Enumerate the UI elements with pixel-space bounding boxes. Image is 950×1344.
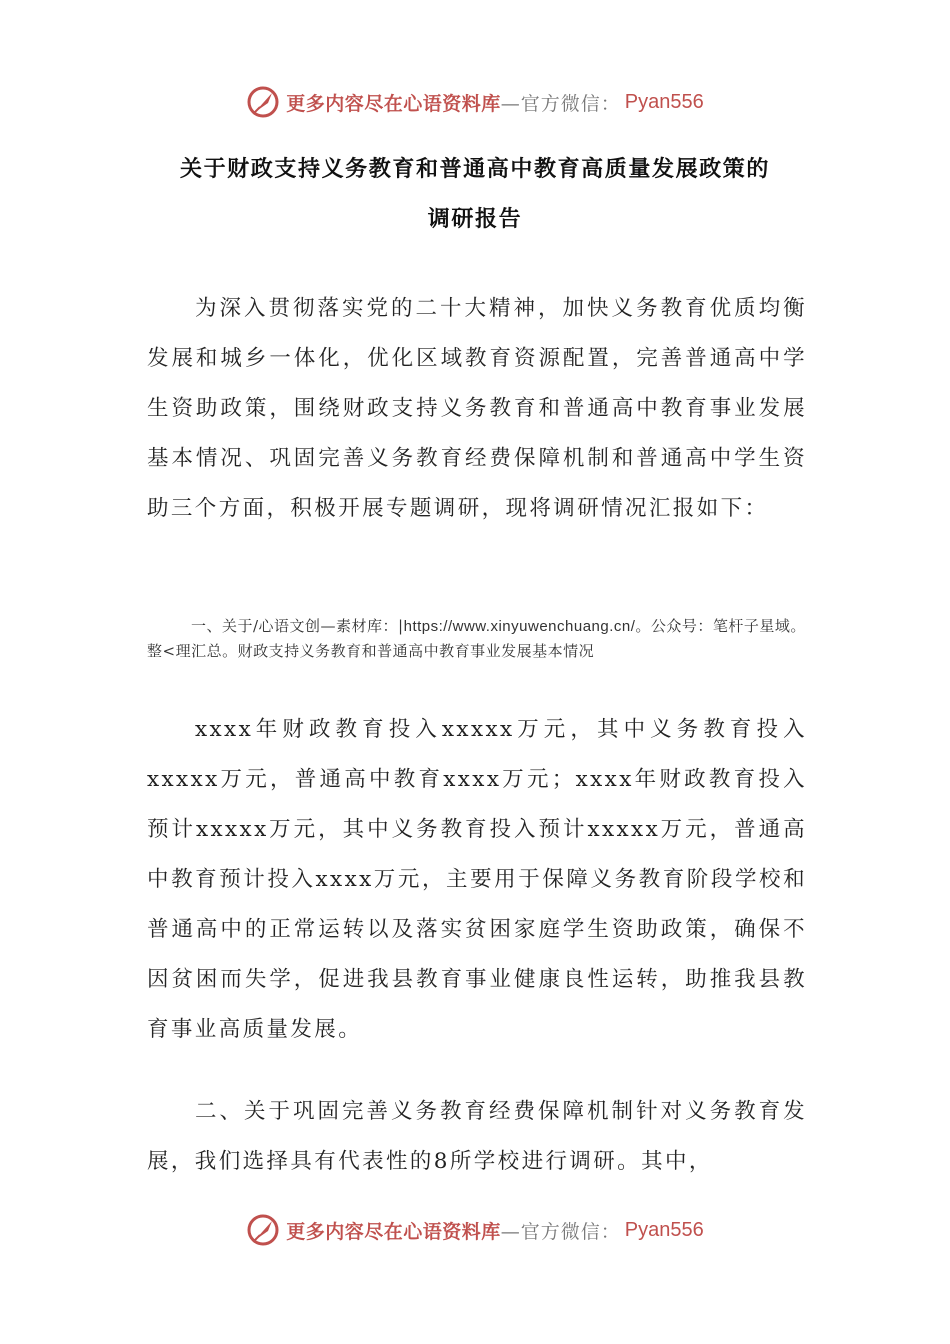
banner-wechat-id: Pyan556 (624, 1218, 704, 1241)
section1-url: https://www.xinyuwenchuang.cn/ (403, 618, 636, 635)
document-title-line2: 调研报告 (427, 206, 523, 232)
banner-sub-text: —官方微信： (500, 92, 621, 115)
intro-paragraph: 为深入贯彻落实党的二十大精神，加快义务教育优质均衡发展和城乡一体化，优化区域教育资源配置，完善普通高中学生资助政策，围绕财政支持义务教育和普通高中教育事业发展基本情况、巩固完善义务教育经费保障机制和普通高中学生资助三个方面，积极开展专题调研，现将调研情况汇报如下： (147, 296, 807, 521)
banner-wechat-id: Pyan556 (624, 90, 704, 113)
document-title-line1: 关于财政支持义务教育和普通高中教育高质量发展政策的 (179, 156, 770, 182)
section1-suffix: 。公众号：笔杆子星域。整<理汇总。财政支持义务教育和普通高中教育事业发展基本情况 (147, 617, 806, 660)
banner-sub-text: —官方微信： (500, 1220, 621, 1243)
quill-logo-icon (246, 1213, 280, 1247)
section1-paragraph: xxxx年财政教育投入xxxxx万元，其中义务教育投入xxxxx万元，普通高中教育xxxx万元；xxxx年财政教育投入预计xxxxx万元，其中义务教育投入预计xxxxx万元，普通高中教育预计投入xxxx万元，主要用于保障义务教育阶段学校和普通高中的正常运转以及落实贫困家庭学生资助政策，确保不因贫困而失学，促进我县教育事业健康良性运转，助推我县教育事业高质量发展。 (147, 717, 807, 1042)
section1-heading-note (147, 614, 813, 663)
banner-main-text: 更多内容尽在心语资料库 (286, 92, 501, 115)
banner-main-text: 更多内容尽在心语资料库 (286, 1220, 501, 1243)
section1-prefix: 一、关于/心语文创—素材库：| (191, 617, 404, 635)
header-banner (0, 82, 950, 122)
footer-banner (0, 1210, 950, 1250)
quill-logo-icon (246, 85, 280, 119)
section2-paragraph: 二、关于巩固完善义务教育经费保障机制针对义务教育发展，我们选择具有代表性的8所学校进行调研。其中， (147, 1099, 807, 1174)
